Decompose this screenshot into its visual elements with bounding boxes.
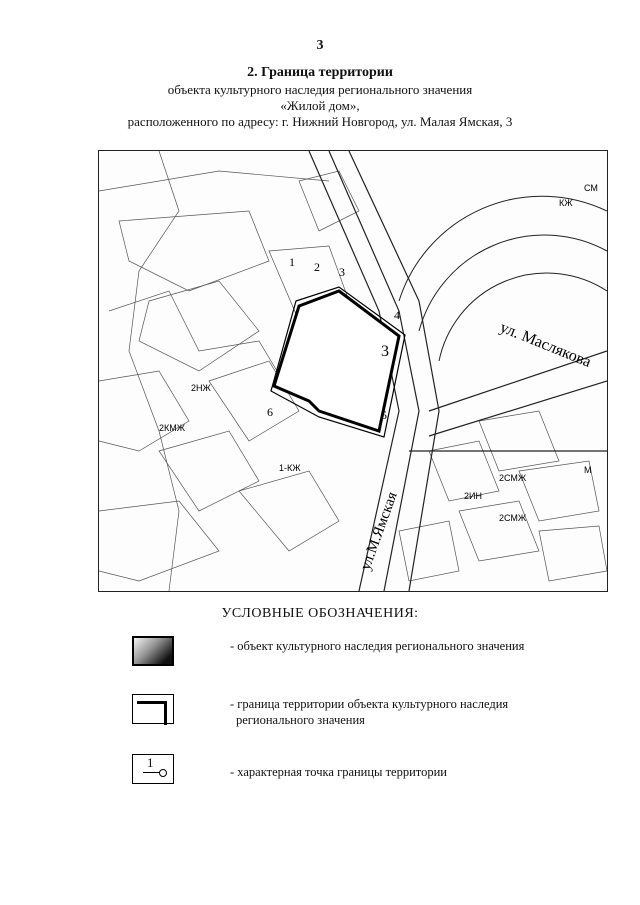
legend-title: УСЛОВНЫЕ ОБОЗНАЧЕНИЯ:: [221, 606, 419, 621]
legend-text-border: [230, 696, 508, 728]
point-label-4: 4: [394, 308, 400, 322]
heritage-object-symbol: [132, 636, 174, 666]
point-label-3: 3: [339, 265, 345, 279]
building-label: 1-КЖ: [279, 463, 301, 473]
point-label-6: 6: [267, 405, 273, 419]
territory-border-symbol: [132, 694, 174, 724]
page-number: 3: [316, 38, 324, 53]
border-point-symbol: [132, 754, 174, 784]
point-symbol-number: 1: [147, 755, 154, 770]
title-block: [0, 64, 640, 130]
building-label: СМ: [584, 183, 598, 193]
building-label: 2ИН: [464, 491, 482, 501]
point-label-2: 2: [314, 260, 320, 274]
point-label-1: 1: [289, 255, 295, 269]
building-label: КЖ: [559, 198, 573, 208]
title-line-3: расположенного по адресу: г. Нижний Новгород, ул. Малая Ямская, 3: [127, 114, 513, 129]
title-line-1: объекта культурного наследия регионального значения: [167, 82, 473, 97]
street-label-masliakova: ул. Масляковa: [497, 318, 594, 371]
building-label: М: [584, 465, 592, 475]
building-label: 2СМЖ: [499, 473, 527, 483]
cadastral-map: [98, 150, 608, 592]
street-label-yamskaya: ул.М.Ямская: [357, 489, 401, 573]
point-label-5: 5: [381, 408, 387, 422]
legend-text-border-line1: - граница территории объекта культурного наследия: [230, 697, 509, 711]
legend-text-object: - объект культурного наследия регионального значения: [230, 639, 525, 653]
legend-text-border-line2: регионального значения: [236, 713, 365, 727]
title-line-2: «Жилой дом»,: [280, 98, 360, 113]
legend-item-border: [0, 694, 640, 734]
legend-item-object: [0, 636, 640, 676]
legend-item-point: [0, 754, 640, 794]
building-label: 2НЖ: [191, 383, 211, 393]
building-label: 2КМЖ: [159, 423, 186, 433]
object-number: 3: [381, 343, 389, 360]
document-heading: 2. Граница территории: [247, 65, 393, 80]
building-label: 2СМЖ: [499, 513, 527, 523]
map-drawing: [99, 151, 607, 591]
legend-text-point: - характерная точка границы территории: [230, 765, 447, 779]
